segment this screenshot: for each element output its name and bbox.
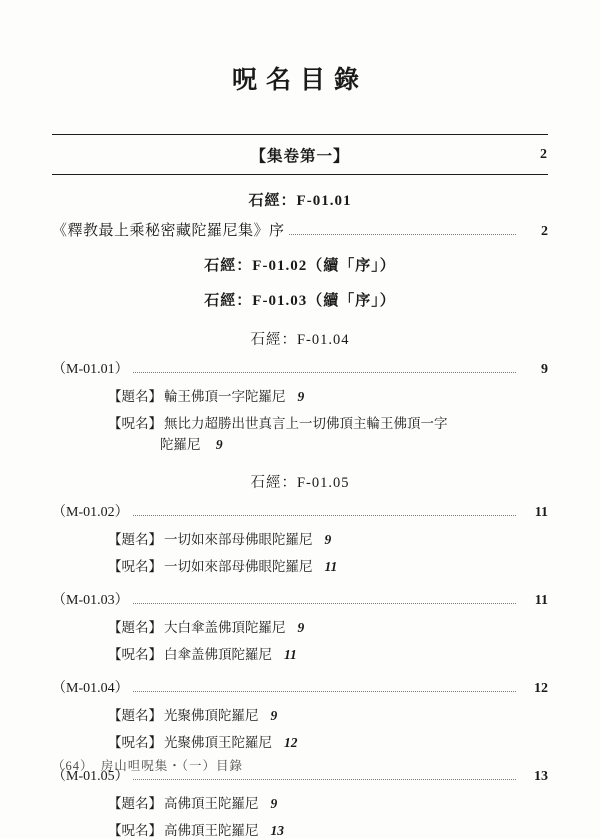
section-divider bbox=[52, 174, 548, 175]
leader-dots bbox=[133, 372, 516, 373]
toc-entry-page: 11 bbox=[534, 505, 548, 520]
item-page: 9 bbox=[270, 708, 278, 723]
list-item bbox=[52, 819, 548, 839]
leader-dots bbox=[289, 234, 516, 235]
leader-dots bbox=[133, 515, 516, 516]
item-text: 高佛頂王陀羅尼 bbox=[164, 823, 259, 838]
section-header bbox=[52, 135, 548, 174]
page-footer: （64） 房山呾呪集・（一）目錄 bbox=[52, 759, 244, 773]
toc-entry-page: 12 bbox=[534, 681, 548, 696]
toc-entry-label: （M-01.02） bbox=[52, 505, 129, 520]
stone-heading: 石經：F-01.01 bbox=[248, 193, 352, 209]
toc-entry-page: 9 bbox=[541, 362, 548, 377]
item-text: 光聚佛頂陀羅尼 bbox=[164, 708, 259, 723]
item-text: 輪王佛頂一字陀羅尼 bbox=[164, 389, 286, 404]
toc-entry-label: 《釋教最上乘秘密藏陀羅尼集》序 bbox=[52, 223, 285, 239]
toc-entry[interactable] bbox=[52, 358, 548, 378]
item-text: 無比力超勝出世真言上一切佛頂主輪王佛頂一字 bbox=[164, 416, 448, 431]
stone-heading: 石經：F-01.04 bbox=[250, 332, 350, 348]
item-page: 9 bbox=[215, 437, 223, 452]
item-tag: 【題名】 bbox=[108, 620, 162, 635]
item-page: 11 bbox=[324, 559, 338, 574]
item-tag: 【呪名】 bbox=[108, 823, 162, 838]
item-page: 12 bbox=[284, 735, 298, 750]
item-tag: 【題名】 bbox=[108, 708, 162, 723]
list-item bbox=[52, 616, 548, 636]
item-tag: 【題名】 bbox=[108, 532, 162, 547]
item-text-continued: 陀羅尼 bbox=[160, 437, 201, 452]
item-page: 11 bbox=[284, 647, 297, 662]
item-text: 大白傘盖佛頂陀羅尼 bbox=[164, 620, 286, 635]
item-text: 高佛頂王陀羅尼 bbox=[164, 796, 259, 811]
list-item bbox=[52, 704, 548, 724]
item-tag: 【題名】 bbox=[108, 796, 162, 811]
toc-entry[interactable] bbox=[52, 219, 548, 240]
list-item bbox=[52, 385, 548, 405]
toc-entry-label: （M-01.04） bbox=[52, 681, 129, 696]
toc-entry[interactable] bbox=[52, 677, 548, 697]
stone-heading: 石經：F-01.02（續「序」） bbox=[204, 258, 396, 274]
leader-dots bbox=[133, 691, 516, 692]
toc-entry-page: 2 bbox=[541, 224, 548, 239]
item-text: 一切如來部母佛眼陀羅尼 bbox=[164, 559, 313, 574]
toc-entry-label: （M-01.03） bbox=[52, 593, 129, 608]
list-item bbox=[52, 555, 548, 575]
item-tag: 【呪名】 bbox=[108, 647, 162, 662]
item-page: 9 bbox=[324, 532, 332, 547]
page-title: 呪名目錄 bbox=[231, 67, 368, 94]
stone-heading: 石經：F-01.05 bbox=[250, 475, 350, 491]
leader-dots bbox=[133, 779, 516, 780]
toc-entry[interactable] bbox=[52, 501, 548, 521]
item-page: 9 bbox=[297, 620, 305, 635]
list-item bbox=[52, 528, 548, 548]
stone-heading: 石經：F-01.03（續「序」） bbox=[204, 293, 396, 309]
section-title: 【集卷第一】 bbox=[250, 148, 350, 165]
toc-entry-page: 11 bbox=[534, 593, 548, 608]
item-text: 光聚佛頂王陀羅尼 bbox=[164, 735, 272, 750]
item-tag: 【呪名】 bbox=[108, 735, 162, 750]
list-item bbox=[52, 412, 548, 432]
item-tag: 【呪名】 bbox=[108, 416, 162, 431]
item-tag: 【呪名】 bbox=[108, 559, 162, 574]
item-page: 9 bbox=[297, 389, 305, 404]
toc-entry-label: （M-01.01） bbox=[52, 362, 129, 377]
item-tag: 【題名】 bbox=[108, 389, 162, 404]
item-text: 白傘盖佛頂陀羅尼 bbox=[164, 647, 272, 662]
list-item bbox=[52, 792, 548, 812]
item-page: 9 bbox=[270, 796, 278, 811]
toc-entry-page: 13 bbox=[534, 769, 548, 784]
leader-dots bbox=[133, 603, 516, 604]
item-page: 13 bbox=[270, 823, 284, 838]
toc-entry[interactable] bbox=[52, 589, 548, 609]
list-item bbox=[52, 643, 548, 663]
list-item bbox=[52, 731, 548, 751]
item-text: 一切如來部母佛眼陀羅尼 bbox=[164, 532, 313, 547]
list-item-continuation bbox=[52, 433, 548, 453]
section-page-number: 2 bbox=[540, 147, 548, 162]
toc-entry-label: （M-01.05） bbox=[52, 769, 129, 784]
